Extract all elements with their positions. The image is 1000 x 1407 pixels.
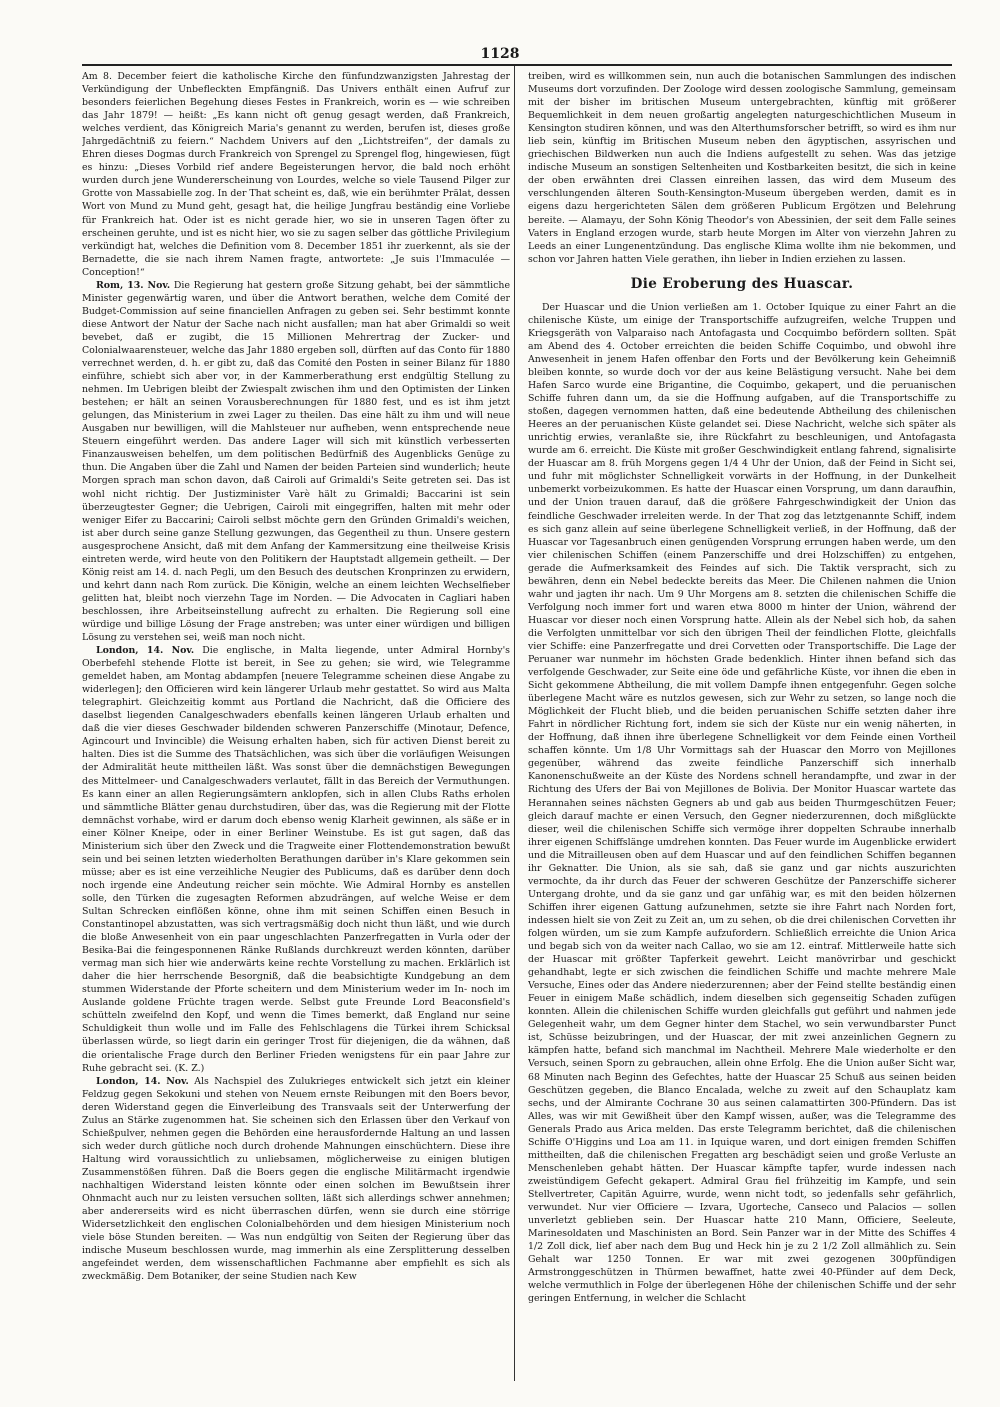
article-title: Die Eroberung des Huascar. [630,275,854,292]
paragraph-text: Die Regierung hat gestern große Sitzung gehabt, bei der sämmtliche Minister gegenwärtig waren, und über die Antwort berathen, welche dem Comité der Budget-Commission auf seine financiellen Anfragen zu geben sei. Sehr bestimmt konnte diese Antwort der Natur der Sache nach nicht ausfallen; man hat aber Grimaldi so weit bevebet, daß er zugibt, die 15 Millionen Mehrertrag der Zucker- und Colonialwaarensteuer, welche das Jahr 1880 ergeben soll, dürften auf das Conto für 1880 verrechnet werden, d. h. er gibt zu, daß das Comité den Posten in seiner Bilanz für 1880 einführe, schiebt sich aber vor, in der Kammerberathung erst endgültig Stellung zu nehmen. Im Uebrigen bleibt der Zwiespalt zwischen ihm und den Optimisten der Linken bestehen; er hält an seinen Vorausberechnungen für 1880 fest, und es ist ihm jetzt gelungen, das Ministerium in zwei Lager zu theilen. Das eine hält zu ihm und will neue Ausgaben nur bewilligen, will die Mahlsteuer nur aufheben, wenn entsprechende neue Steuern eingeführt werden. Das andere Lager will sich mit künstlich verbesserten Finanzausweisen behelfen, um dem politischen Bedürfniß des Augenblicks Genüge zu thun. Die Angaben über die Zahl und Namen der beiden Parteien sind wunderlich; heute Morgen sprach man schon davon, daß Cairoli auf Grimaldi's Seite getreten sei. Das ist wohl nicht richtig. Der Justizminister Varè hält zu Grimaldi; Baccarini ist sein überzeugtester Gegner; die Uebrigen, Cairoli mit eingegriffen, halten mit mehr oder weniger Eifer zu Baccarini; Cairoli selbst möchte gern den Gründen Grimaldi's weichen, ist aber durch seine ganze Stellung gezwungen, das Gegentheil zu thun. Unsere gestern ausgesprochene Ansicht, daß mit dem Anfang der Kammersitzung eine theilweise Krisis eintreten werde, wird heute von den Politikern der Hauptstadt allgemein getheilt. — Der König reist am 14. d. nach Pegli, um den Besuch des deutschen Kronprinzen zu erwidern, und kehrt dann nach Rom zurück. Die Königin, welche an einem leichten Wechselfieber gelitten hat, bleibt noch vierzehn Tage im Norden. — Die Advocaten in Cagliari haben beschlossen, ihre Arbeitseinstellung aufrecht zu erhalten. Die Regierung soll eine würdige und billige Lösung der Frage anstreben; was unter einer würdigen und billigen Lösung zu verstehen sei, weiß man noch nicht. [82,279,510,644]
header-rule [82,64,952,66]
paragraph-text: Am 8. December feiert die katholische Kirche den fünfundzwanzigsten Jahrestag der Verkündigung der Unbefleckten Empfängniß. Das Univers enthält einen Aufruf zur besonders feierlichen Begehung dieses Festes in Frankreich, worin es — wie schreiben das Jahr 1879! — heißt: „Es kann nicht oft genug gesagt werden, daß Frankreich, welches verdient, das Königreich Maria's genannt zu werden, berufen ist, dieses große Jahrgedächtniß zu feiern.“ Nachdem Univers auf den „Lichtstreifen“, der damals zu Ehren dieses Dogmas durch Frankreich von Sprengel zu Sprengel flog, hingewiesen, fügt es hinzu: „Dieses Vorbild rief andere Begeisterungen hervor, die bald noch erhöht wurden durch jene Wundererscheinung von Lourdes, welche so viele Tausend Pilger zur Grotte von Massabielle zog. In der That scheint es, daß, wie ein berühmter Prälat, dessen Wort von Mund zu Mund geht, gesagt hat, die heilige Jungfrau beständig eine Vorliebe für Frankreich hat. Oder ist es nicht gerade hier, wo sie in unseren Tagen öfter zu erscheinen geruhte, und ist es nicht hier, wo sie zu sagen selber das göttliche Privilegium verkündigt hat, welches die Definition vom 8. December 1851 ihr zuerkennt, als sie der Bernadette, die sie nach ihrem Namen fragte, antwortete: „Je suis l'Immaculée — Conception!“ [82,71,510,278]
column-divider [514,66,515,1381]
paragraph-text: Als Nachspiel des Zulukrieges entwickelt sich jetzt ein kleiner Feldzug gegen Sekokuni und stehen von Neuem ernste Reibungen mit den Boers bevor, deren Widerstand gegen die Einverleibung des Transvaals seit der Unterwerfung der Zulus an Stärke zugenommen hat. Sie scheinen sich den Erlassen über den Verkauf von Schießpulver, nehmen gegen die Behörden eine herausfordernde Haltung an und lassen sich weder durch gütliche noch durch drohende Mahnungen einschüchtern. Diese ihre Haltung wird voraussichtlich zu unliebsamen, möglicherweise zu einigen blutigen Zusammenstößen führen. Daß die Boers gegen die englische Militärmacht irgendwie nachhaltigen Widerstand leisten könnte oder einen solchen im Bewußtsein ihrer Ohnmacht auch nur zu leisten versuchen sollten, läßt sich allerdings schwer annehmen; aber andererseits wird es nicht überraschen dürfen, wenn sie durch eine störrige Widersetzlichkeit den englischen Colonialbehörden und dem hiesigen Ministerium noch viele böse Stunden bereiten. — Was nun endgültig von Seiten der Regierung über das indische Museum beschlossen wurde, mag immerhin als eine Zersplitterung desselben angefeindet werden, dem wissenschaftlichen Fachmanne aber empfiehlt es sich als zweckmäßig. Dem Botaniker, der seine Studien nach Kew [82,1075,510,1283]
article-london-fleet [82,644,510,1075]
paragraph-text: Die englische, in Malta liegende, unter Admiral Hornby's Oberbefehl stehende Flotte ist bereit, in See zu gehen; sie wird, wie Telegramme gemeldet haben, am Montag abdampfen [neuere Telegramme scheinen diese Angabe zu widerlegen]; den Officieren wird kein längerer Urlaub mehr gestattet. So wird aus Malta telegraphirt. Gleichzeitig kommt aus Portland die Nachricht, daß die Officiere des daselbst liegenden Canalgeschwaders ebenfalls keinen längeren Urlaub erhalten und daß die vier dieses Geschwader bildenden schweren Panzerschiffe (Minotaur, Defence, Agincourt und Invincible) die Weisung erhalten haben, sich für activen Dienst bereit zu halten. Dies ist die Summe des Thatsächlichen, was sich über die vorläufigen Weisungen der Admiralität heute mittheilen läßt. Was sonst über die demnächstigen Bewegungen des Mittelmeer- und Canalgeschwaders verlautet, fällt in das Bereich der Vermuthungen. Es kann einer an allen Regierungsämtern anklopfen, sich in allen Clubs Raths erholen und sämmtliche Blätter genau durchstudiren, über das, was die Regierung mit der Flotte demnächst vorhabe, wird er darum doch ebenso wenig Klarheit gewinnen, als säße er in einer Kölner Kneipe, oder in einer Berliner Weinstube. Es ist gut sagen, daß das Ministerium sich über den Zweck und die Tragweite einer Flottendemonstration bewußt sein und bei seinen letzten wiederholten Berathungen darüber in's Klare gekommen sein müsse; aber es ist eine verzeihliche Neugier des Publicums, daß es darüber denn doch noch irgende eine Andeutung reicher sein möchte. Wie Admiral Hornby es anstellen solle, den Türken die zugesagten Reformen abzudrängen, auf welche Weise er dem Sultan Schrecken einflößen könne, ohne ihm mit seinen Schiffen einen Besuch in Constantinopel abzustatten, was sich vertragsmäßig doch nicht thun läßt, und wie durch die bloße Anwesenheit von ein paar ungeschlachten Panzerfregatten in Vurla oder der Besika-Bai die feingesponnenen Ränke Rußlands durchkreuzt werden könnten, darüber vermag man sich hier wie anderwärts keine rechte Vorstellung zu machen. Erklärlich ist daher die hier herrschende Besorgniß, daß die beabsichtigte Kundgebung an dem stummen Widerstande der Pforte scheitern und dem Ministerium weder im In- noch im Auslande goldene Früchte tragen werde. Selbst gute Freunde Lord Beaconsfield's schütteln zweifelnd den Kopf, und wenn die Times bemerkt, daß England nur seine Schuldigkeit thun wolle und im Falle des Fehlschlagens die Türkei ihrem Schicksal überlassen würde, so liegt darin ein geringer Trost für diejenigen, die da wähnen, daß die orientalische Frage durch den Berliner Frieden wenigstens für ein paar Jahre zur Ruhe gebracht sei. (K. Z.) [82,645,510,1074]
dateline: London, 14. Nov. [96,1075,189,1087]
dateline: London, 14. Nov. [96,645,195,657]
continued-paragraph: treiben, wird es willkommen sein, nun auch die botanischen Sammlungen des indischen Museums dort vorzufinden. Der Zoologe wird dessen zoologische Sammlung, gemeinsam mit der bisher im britischen Museum untergebrachten, künftig mit größerer Bequemlichkeit in dem neuen großartig angelegten naturgeschichtlichen Museum in Kensington studiren können, und was den Alterthumsforscher betrifft, so wird es ihm nur lieb sein, künftig im Britischen Museum neben den ägyptischen, assyrischen und griechischen Bildwerken nun auch die Indiens aufgestellt zu sehen. Was das jetzige indische Museum an sonstigen Seltenheiten und Kostbarkeiten besitzt, die sich in keine der oben erwähnten drei Classen einreihen lassen, das wird dem Museum des verschlungenden älteren South-Kensington-Museum übergeben werden, damit es in eigens dazu hergerichteten Sälen dem größeren Publicum Ergötzen und Belehrung bereite. — Alamayu, der Sohn König Theodor's von Abessinien, der seit dem Falle seines Vaters in England erzogen wurde, starb heute Morgen im Alter von vierzehn Jahren zu Leeds an einer Lungenentzündung. Das englische Klima wollte ihm nie bekommen, und schon vor Jahren hatten Viele gerathen, ihn lieber in Indien erziehen zu lassen. [528,71,956,265]
page-number: 1128 [480,46,520,62]
article-rome [82,279,510,644]
article-huascar-paragraph: Der Huascar und die Union verließen am 1. October Iquique zu einer Fahrt an die chilenische Küste, um einige der Transportschiffe aufzugreifen, welche Truppen und Kriegsgeräth von Valparaiso nach Antofagasta und Cocquimbo befördern sollten. Spät am Abend des 4. October erreichten die beiden Schiffe Coquimbo, und obwohl ihre Anwesenheit in jenem Hafen offenbar den Forts und der Bevölkerung kein Geheimniß bleiben konnte, so wurde doch vor der aus keine Belästigung versucht. Nahe bei dem Hafen Sarco wurde eine Brigantine, die Coquimbo, gekapert, und die peruanischen Schiffe fuhren dann um, da sie die Hoffnung aufgaben, auf die Transportschiffe zu stoßen, dagegen vernommen hatten, daß eine bedeutende Abtheilung des chilenischen Heeres an der peruanischen Küste gelandet sei. Diese Nachricht, welche sich später als unrichtig erwies, veranlaßte sie, ihre Rückfahrt zu beschleunigen, und Antofagasta wurde am 6. erreicht. Die Küste mit großer Geschwindigkeit entlang fahrend, signalisirte der Huascar am 8. früh Morgens gegen 1/4 4 Uhr der Union, daß der Feind in Sicht sei, und fuhr mit möglichster Schnelligkeit vorwärts in der Hoffnung, in der Dunkelheit unbemerkt vorbeizukommen. Es hatte der Huascar einen Vorsprung, um dann daraufhin, und der Union trauen darauf, daß die größere Fahrgeschwindigkeit der Union das feindliche Geschwader irreleiten werde. In der That zog das letztgenannte Schiff, indem es sich ganz allein auf seine überlegene Schnelligkeit verließ, in der Hoffnung, daß der Huascar vor Tagesanbruch einen genügenden Vorsprung errungen haben werde, um den vier chilenischen Schiffen (einem Panzerschiffe und drei Holzschiffen) zu entgehen, gerade die Aufmerksamkeit des Feindes auf sich. Die Taktik verspracht, sich zu bewähren, denn ein Nebel bedeckte bereits das Meer. Die Chilenen nahmen die Union wahr und jagten ihr nach. Um 9 Uhr Morgens am 8. setzten die chilenischen Schiffe die Verfolgung noch immer fort und waren etwa 8000 m hinter der Union, während der Huascar vor dieser noch einen Vorsprung hatte. Allein als der Nebel sich hob, da sahen die Verfolgten unmittelbar vor sich den übrigen Theil der feindlichen Flotte, gleichfalls vier Schiffe: eine Panzerfregatte und drei Corvetten oder Transportschiffe. Die Lage der Peruaner war nunmehr im höchsten Grade bedenklich. Hinter ihnen befand sich das verfolgende Geschwader, zur Seite eine öde und gefährliche Küste, vor ihnen die eben in Sicht gekommene Abtheilung, die mit vollem Dampfe ihnen entgegenfuhr. Gegen solche überlegene Macht wäre es nutzlos gewesen, sich zur Wehr zu setzen, so lange noch die Möglichkeit der Flucht blieb, und die beiden peruanischen Schiffe setzten daher ihre Fahrt in nördlicher Richtung fort, indem sie sich der Küste nur ein wenig näherten, in der Hoffnung, daß ihnen ihre überlegene Schnelligkeit vor dem Feinde einen Vortheil schaffen könnte. Um 1/8 Uhr Vormittags sah der Huascar den Morro von Mejillones gegenüber, während das zweite feindliche Panzerschiff sich innerhalb Kanonenschußweite an der Küste des Nordens schnell herandampfte, und zwar in der Richtung des Ufers der Bai von Mejillones de Bolivia. Der Monitor Huascar wartete das Herannahen seines nächsten Gegners ab und gab aus beiden Thurmgeschützen Feuer; gleich darauf machte er einen Versuch, den Gegner niederzurennen, doch mißglückte dieser, weil die chilenischen Schiffe sich vermöge ihrer doppelten Schraube innerhalb ihrer eigenen Schiffslänge umdrehen konnten. Das Feuer wurde im Augenblicke erwidert und die Mitrailleusen oben auf dem Huascar und auf den feindlichen Schiffen begannen ihr Geknatter. Die Union, als sie sah, daß sie ganz und gar nichts auszurichten vermochte, da ihr durch das Feuer der schweren Geschütze der Panzerschiffe sicherer Untergang drohte, und da sie ganz und gar unfähig war, es mit den beiden hölzernen Schiffen ihrer eigenen Gattung aufzunehmen, setzte sie ihre Fahrt nach Norden fort, indessen hielt sie von Zeit zu Zeit an, um zu sehen, ob die drei chilenischen Corvetten ihr folgen würden, um sie zum Kampfe aufzufordern. Schließlich erreichte die Union Arica und begab sich von da weiter nach Callao, wo sie am 12. eintraf. Mittlerweile hatte sich der Huascar mit größter Tapferkeit gewehrt. Leicht manövrirbar und geschickt gehandhabt, legte er sich zwischen die feindlichen Schiffe und machte mehrere Male Versuche, Eines oder das Andere niederzurennen; aber der Feind stellte beständig einen Feuer in einigem Maße schädlich, indem dieselben sich gegenseitig Schaden zufügen konnten. Allein die chilenischen Schiffe wurden gleichfalls gut geführt und nahmen jede Gelegenheit wahr, um dem Gegner hinter dem Stachel, wo sein verwundbarster Punct ist, Schüsse beizubringen, und der Huascar, der mit zwei anzeinlichen Gegnern zu kämpfen hatte, befand sich manchmal im Nachtheil. Mehrere Male wiederholte er den Versuch, seinen Sporn zu gebrauchen, allein ohne Erfolg. Ehe die Union außer Sicht war, 68 Minuten nach Beginn des Gefechtes, hatte der Huascar 25 Schuß aus seinen beiden Geschützen gegeben, die Blanco Encalada, welche zu zweit auf den Schauplatz kam sechs, und der Almirante Cochrane 30 aus seinen calamattirten 300-Pfündern. Das ist Alles, was wir mit Gewißheit über den Kampf wissen, außer, was die Telegramme des Generals Prado aus Arica melden. Das erste Telegramm berichtet, daß die chilenischen Schiffe O'Higgins und Loa am 11. in Iquique waren, und dort einigen fremden Schiffen mittheilten, daß die chilenischen Fregatten arg beschädigt seien und große Verluste an Menschenleben gehabt hätten. Der Huascar kämpfte tapfer, wurde indessen nach zweistündigem Gefecht gekapert. Admiral Grau fiel frühzeitig im Kampfe, und sein Stellvertreter, Capitän Aguirre, wurde, wenn nicht todt, so jedenfalls sehr gefährlich, verwundet. Nur vier Officiere — Izvara, Ugorteche, Canseco und Palacios — sollen unverletzt geblieben sein. Der Huascar hatte 210 Mann, Officiere, Seeleute, Marinesoldaten und Maschinisten an Bord. Sein Panzer war in der Mitte des Schiffes 4 1/2 Zoll dick, lief aber nach dem Bug und Heck hin je zu 2 1/2 Zoll allmählich zu. Sein Gehalt war 1250 Tonnen. Er war mit zwei gezogenen 300pfündigen Armstronggeschützen in Thürmen bewaffnet, hatte zwei 40-Pfünder auf dem Deck, welche vermuthlich in Folge der überlegenen Höhe der chilenischen Schiffe und der sehr geringen Entfernung, in welcher die Schlacht [528,301,956,1305]
article-london-zulu [82,1075,510,1284]
dateline: Rom, 13. Nov. [96,279,171,291]
left-column [82,70,510,1390]
article-immaculate-conception [82,70,510,279]
right-column [528,70,956,1390]
